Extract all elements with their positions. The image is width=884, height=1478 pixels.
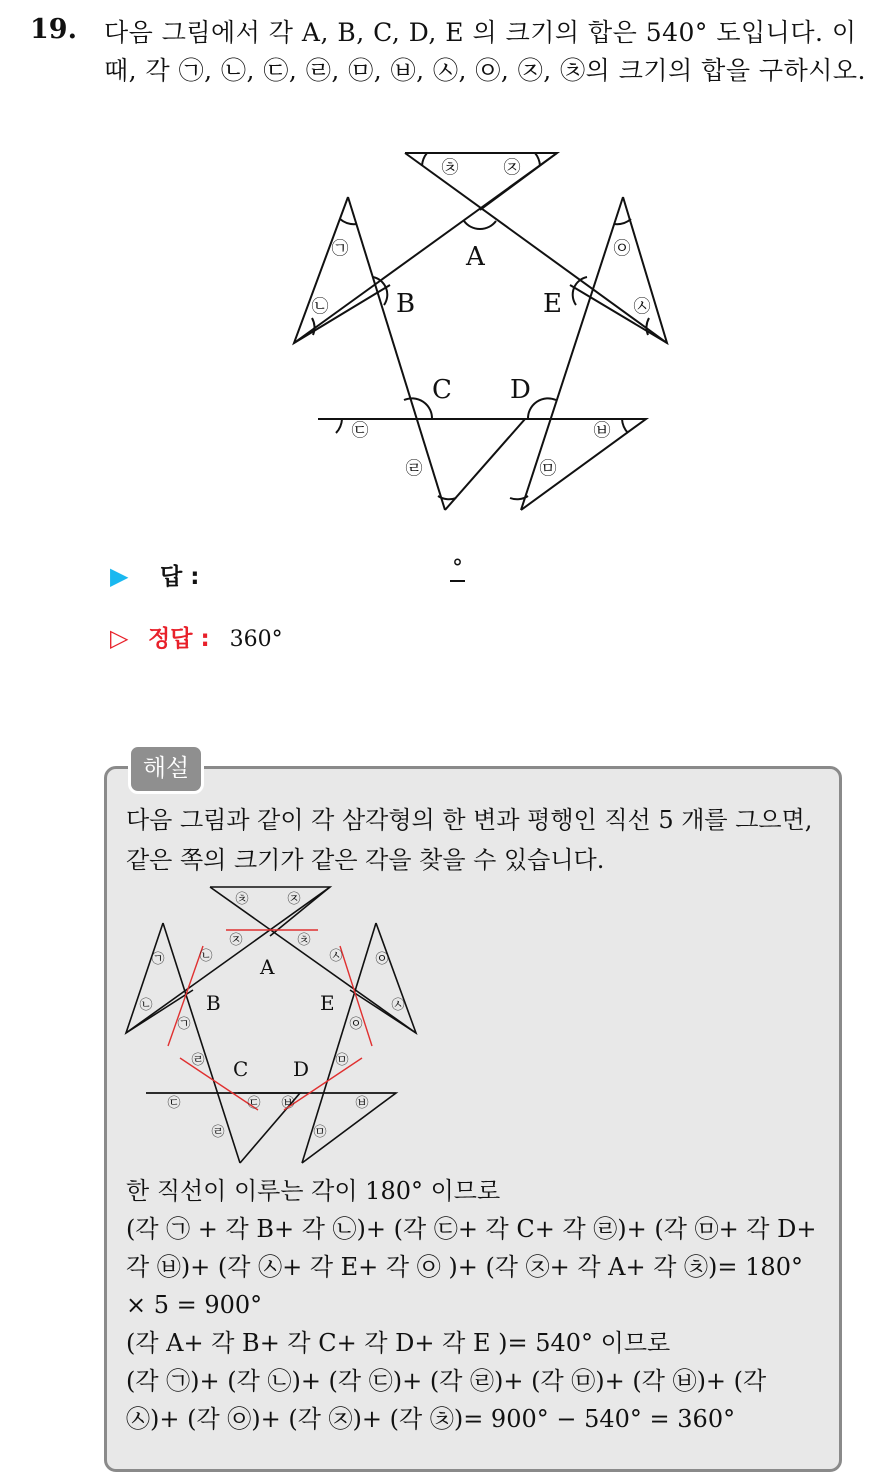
- mark-jieut: ㉨: [503, 158, 521, 178]
- top-triangle: [405, 153, 557, 210]
- label-C: C: [432, 375, 452, 405]
- label-A: A: [466, 242, 485, 272]
- svg-text:㉤: ㉤: [335, 1053, 349, 1068]
- correct-answer-value: 360°: [229, 627, 283, 652]
- svg-text:㉢: ㉢: [167, 1096, 181, 1111]
- arc-C: [404, 398, 432, 419]
- svg-text:㉤: ㉤: [313, 1125, 327, 1140]
- svg-text:A: A: [260, 955, 275, 979]
- solution-intro: 다음 그림과 같이 각 삼각형의 한 변과 평행인 직선 5 개를 그으면, 같은 쪽의 크기가 같은 각을 찾을 수 있습니다.: [126, 806, 813, 874]
- svg-text:㉨: ㉨: [287, 892, 301, 907]
- svg-text:㉢: ㉢: [247, 1096, 261, 1111]
- mark-mieum: ㉤: [539, 459, 557, 479]
- svg-text:㉩: ㉩: [235, 892, 249, 907]
- svg-text:㉧: ㉧: [349, 1017, 363, 1032]
- mark-ieung: ㉧: [613, 239, 631, 259]
- svg-text:㉠: ㉠: [151, 952, 165, 967]
- label-E: E: [543, 289, 562, 319]
- mark-giyeok: ㉠: [331, 239, 349, 259]
- label-D: D: [510, 375, 531, 405]
- solution-tag: 해설: [128, 744, 204, 794]
- question-text: 다음 그림에서 각 A, B, C, D, E 의 크기의 합은 540° 도입니다. 이때, 각 ㉠, ㉡, ㉢, ㉣, ㉤, ㉥, ㉦, ㉧, ㉨, ㉩의 크기의 합을 구하시오.: [104, 18, 866, 85]
- svg-text:㉣: ㉣: [211, 1125, 225, 1140]
- question-number: 19.: [30, 14, 77, 45]
- svg-text:㉧: ㉧: [375, 952, 389, 967]
- solution-figure: [118, 878, 428, 1168]
- right-triangle: [570, 197, 667, 343]
- svg-text:㉡: ㉡: [139, 998, 153, 1013]
- solution-calculation: 한 직선이 이루는 각이 180° 이므로 (각 ㉠ + 각 B+ 각 ㉡)+ (각 ㉢+ 각 C+ 각 ㉣)+ (각 ㉤+ 각 D+ 각 ㉥)+ (각 ㉦+ 각 E+ 각 ㉧ )+ (각 ㉨+ 각 A+ 각 ㉩)= 180° × 5 = 900° (각 A+ 각 B+ 각 C+ 각 D+ 각 E )= 540° 이므로 (각 ㉠)+ (각 ㉡)+ (각 ㉢)+ (각 ㉣)+ (각 ㉤)+ (각 ㉥)+ (각 ㉦)+ (각 ㉧)+ (각 ㉨)+ (각 ㉩)= 900° − 540° = 360°: [126, 1177, 817, 1433]
- svg-text:㉥: ㉥: [355, 1096, 369, 1111]
- correct-answer-row: [110, 620, 283, 653]
- star-triangles-figure: [280, 140, 680, 520]
- svg-text:㉦: ㉦: [329, 949, 343, 964]
- line-right-to-bottom: [521, 197, 623, 510]
- outline-triangle-icon: ▷: [110, 624, 129, 652]
- left-triangle: [294, 197, 390, 343]
- arc-A: [464, 221, 496, 229]
- svg-text:D: D: [293, 1057, 310, 1081]
- mark-siot: ㉦: [633, 297, 651, 317]
- svg-text:㉠: ㉠: [177, 1017, 191, 1032]
- mark-chieut: ㉩: [441, 158, 459, 178]
- answer-label: 답 :: [160, 564, 200, 590]
- mark-bieup: ㉥: [593, 421, 611, 441]
- mark-digeut: ㉢: [351, 421, 369, 441]
- svg-text:㉣: ㉣: [191, 1053, 205, 1068]
- svg-text:㉡: ㉡: [199, 949, 213, 964]
- answer-blank[interactable]: °: [452, 556, 463, 581]
- svg-text:㉥: ㉥: [281, 1096, 295, 1111]
- svg-text:E: E: [320, 991, 335, 1015]
- label-B: B: [396, 289, 416, 319]
- filled-triangle-icon: ▶: [110, 562, 129, 590]
- svg-text:C: C: [233, 1057, 249, 1081]
- mark-rieul: ㉣: [405, 459, 423, 479]
- answer-row: [110, 558, 199, 591]
- svg-text:㉨: ㉨: [229, 933, 243, 948]
- svg-text:B: B: [206, 991, 221, 1015]
- correct-answer-label: 정답 :: [148, 626, 210, 652]
- svg-text:㉩: ㉩: [297, 933, 311, 948]
- mark-nieun: ㉡: [311, 297, 329, 317]
- svg-text:㉦: ㉦: [391, 998, 405, 1013]
